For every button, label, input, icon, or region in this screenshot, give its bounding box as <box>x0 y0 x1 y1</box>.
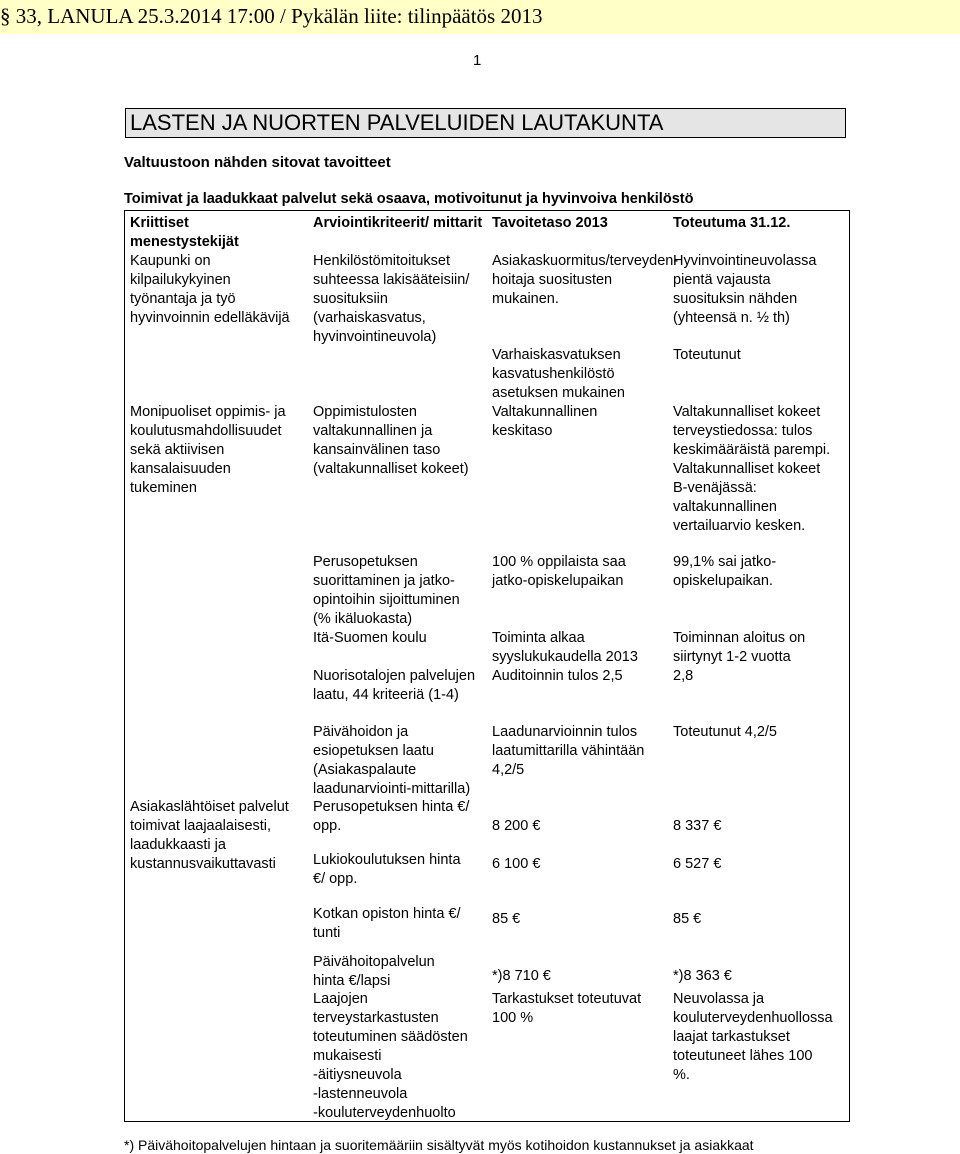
table-cell: 8 337 € <box>673 818 722 834</box>
table-cell: 100 % oppilaista saa jatko-opiskelupaikan <box>492 554 626 589</box>
header-criteria: Arviointikriteerit/ mittarit <box>313 215 483 231</box>
table-cell: Hyvinvointineuvolassa pientä vajausta suosituksin nähden (yhteensä n. ½ th) <box>673 253 817 326</box>
table-cell: *)8 710 € <box>492 968 551 984</box>
table-cell: Kaupunki on kilpailukykyinen työnantaja ja työ hyvinvoinnin edelläkävijä <box>130 253 290 326</box>
table-cell: Henkilöstömitoitukset suhteessa lakisääteisiin/ suosituksiin (varhaiskasvatus, hyvinvointineuvola) <box>313 253 470 345</box>
table-cell: Päivähoitopalvelun hinta €/lapsi <box>313 954 435 989</box>
table-cell: Lukiokoulutuksen hinta €/ opp. <box>313 852 461 887</box>
table-cell: Tarkastukset toteutuvat 100 % <box>492 991 642 1026</box>
document-title: LASTEN JA NUORTEN PALVELUIDEN LAUTAKUNTA <box>130 110 664 135</box>
table-cell: Auditoinnin tulos 2,5 <box>492 668 623 684</box>
table-cell: 8 200 € <box>492 818 541 834</box>
table-cell: Valtakunnalliset kokeet terveystiedossa: tulos keskimääräistä parempi. Valtakunnalliset kokeet B-venäjässä: valtakunnallinen vertailuarvio kesken. <box>673 404 831 534</box>
banner-text: § 33, LANULA 25.3.2014 17:00 / Pykälän liite: tilinpäätös 2013 <box>0 4 543 28</box>
table-cell: Toiminnan aloitus on siirtynyt 1-2 vuotta <box>673 630 806 665</box>
table-cell: 99,1% sai jatko-opiskelupaikan. <box>673 554 777 589</box>
document-banner <box>0 0 960 34</box>
table-cell: Laadunarvioinnin tulos laatumittarilla vähintään 4,2/5 <box>492 724 645 778</box>
header-target-level: Tavoitetaso 2013 <box>492 215 608 231</box>
table-cell: Toiminta alkaa syyslukukaudella 2013 <box>492 630 638 665</box>
table-cell: Laajojen terveystarkastusten toteutuminen säädösten mukaisesti -äitiysneuvola -lastenneuvola -kouluterveydenhuolto <box>313 991 468 1121</box>
document-subtitle: Valtuustoon nähden sitovat tavoitteet <box>124 154 391 171</box>
table-cell: 6 100 € <box>492 856 541 872</box>
table-cell: Toteutunut 4,2/5 <box>673 724 777 740</box>
table-cell: Toteutunut <box>673 347 741 363</box>
table-cell: Itä-Suomen koulu <box>313 630 427 646</box>
table-cell: Päivähoidon ja esiopetuksen laatu (Asiakaspalaute laadunarviointi-mittarilla) <box>313 724 471 797</box>
table-cell: Perusopetuksen suorittaminen ja jatko-opintoihin sijoittuminen (% ikäluokasta) <box>313 554 460 627</box>
footnote: *) Päivähoitopalvelujen hintaan ja suoritemääriin sisältyvät myös kotihoidon kustannukset ja asiakkaat <box>124 1137 754 1153</box>
table-cell: Valtakunnallinen keskitaso <box>492 404 598 439</box>
header-critical-factors: Kriittiset menestystekijät <box>130 215 239 250</box>
table-cell: Kotkan opiston hinta €/ tunti <box>313 906 461 941</box>
table-cell: Nuorisotalojen palvelujen laatu, 44 kriteeriä (1-4) <box>313 668 476 703</box>
table-cell: *)8 363 € <box>673 968 732 984</box>
table-cell: Asiakaskuormitus/terveyden-hoitaja suositusten mukainen. <box>492 253 679 307</box>
title-box <box>125 108 846 138</box>
table-cell: Oppimistulosten valtakunnallinen ja kansainvälinen taso (valtakunnalliset kokeet) <box>313 404 469 477</box>
table-cell: Varhaiskasvatuksen kasvatushenkilöstö asetuksen mukainen <box>492 347 625 401</box>
table-cell: 6 527 € <box>673 856 722 872</box>
table-cell: 85 € <box>673 911 702 927</box>
page-number: 1 <box>473 52 482 69</box>
goal-statement: Toimivat ja laadukkaat palvelut sekä osaava, motivoitunut ja hyvinvoiva henkilöstö <box>124 191 694 207</box>
table-cell: Asiakaslähtöiset palvelut toimivat laajaalaisesti, laadukkaasti ja kustannusvaikuttavasti <box>130 799 289 872</box>
table-cell: Perusopetuksen hinta €/ opp. <box>313 799 470 834</box>
table-cell: Neuvolassa ja kouluterveydenhuollossa laajat tarkastukset toteutuneet lähes 100 %. <box>673 991 833 1083</box>
header-outcome: Toteutuma 31.12. <box>673 215 791 231</box>
table-cell: 2,8 <box>673 668 694 684</box>
table-cell: Monipuoliset oppimis- ja koulutusmahdollisuudet sekä aktiivisen kansalaisuuden tukeminen <box>130 404 286 496</box>
table-cell: 85 € <box>492 911 521 927</box>
